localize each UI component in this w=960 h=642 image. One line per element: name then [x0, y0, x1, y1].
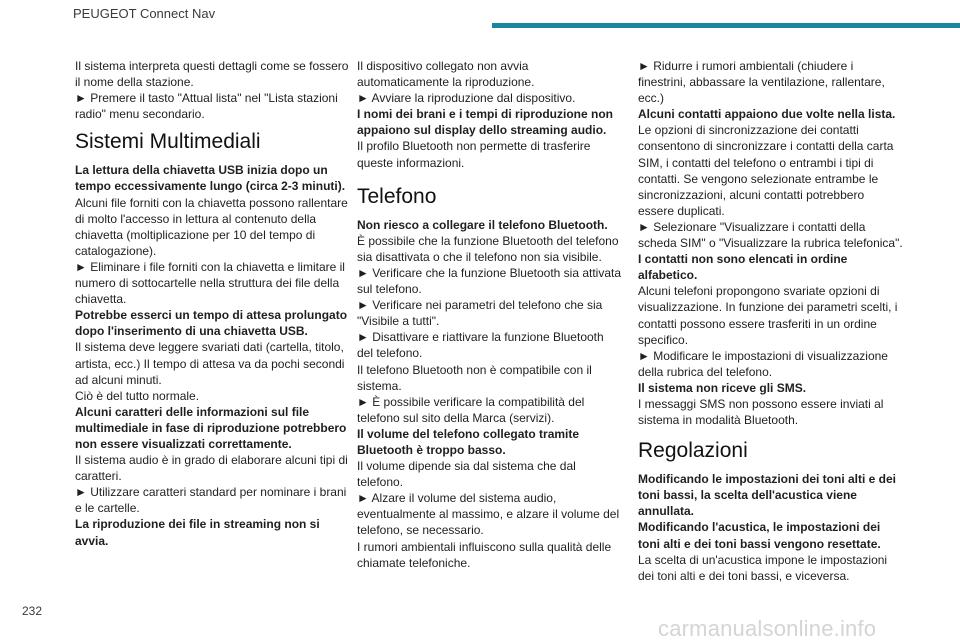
body-paragraph: Ciò è del tutto normale. [75, 388, 200, 403]
body-paragraph: ► Verificare che la funzione Bluetooth sia attivata sul telefono. [357, 265, 622, 297]
body-paragraph: Le opzioni di sincronizzazione dei contatti consentono di sincronizzare i contatti della carta SIM, i contatti del telefono o entrambi i tipi di contatti. Se vengono selezionate entrambe le sincronizzazioni, alcuni contatti potrebbero essere duplicati. [638, 123, 894, 218]
body-paragraph: ► Selezionare "Visualizzare i contatti della scheda SIM" o "Visualizzare la rubrica telefonica". [638, 219, 903, 251]
question-text: I contatti non sono elencati in ordine alfabetico. [638, 252, 848, 283]
body-paragraph: Il sistema interpreta questi dettagli come se fossero il nome della stazione. [75, 59, 349, 90]
body-paragraph: Il dispositivo collegato non avvia automaticamente la riproduzione. [357, 59, 535, 90]
question-text: Non riesco a collegare il telefono Bluetooth. [357, 217, 608, 232]
text-column-2 [357, 58, 622, 571]
text-column-1 [75, 58, 350, 549]
body-paragraph: ► Ridurre i rumori ambientali (chiudere i finestrini, abbassare la ventilazione, rallentare, ecc.) [638, 59, 885, 106]
body-paragraph: Il sistema deve leggere svariati dati (cartella, titolo, artista, ecc.) Il tempo di attesa va da pochi secondi ad alcuni minuti. [75, 340, 345, 387]
text-column-3 [638, 58, 903, 584]
question-text: Alcuni caratteri delle informazioni sul file multimediale in fase di riproduzione potrebbero non essere visualizzati correttamente. [75, 404, 347, 451]
question-text: Modificando le impostazioni dei toni alti e dei toni bassi, la scelta dell'acustica viene annullata. [638, 472, 897, 519]
body-paragraph: ► Avviare la riproduzione dal dispositivo. [357, 91, 576, 106]
body-paragraph: Il profilo Bluetooth non permette di trasferire queste informazioni. [357, 139, 591, 170]
body-paragraph: I messaggi SMS non possono essere inviati al sistema in modalità Bluetooth. [638, 396, 884, 428]
body-paragraph: È possibile che la funzione Bluetooth del telefono sia disattivata o che il telefono non sia visibile. [357, 233, 619, 264]
body-paragraph: ► Eliminare i file forniti con la chiavetta e limitare il numero di sottocartelle nella struttura dei file della chiavetta. [75, 259, 345, 307]
section-heading: Sistemi Multimediali [75, 130, 261, 154]
question-text: Modificando l'acustica, le impostazioni dei toni alti e dei toni bassi vengono resettate. [638, 520, 881, 551]
question-text: Alcuni contatti appaiono due volte nella lista. [638, 107, 896, 122]
body-paragraph: ► Alzare il volume del sistema audio, eventualmente al massimo, e alzare il volume del telefono, se necessario. [357, 491, 620, 538]
header-title: PEUGEOT Connect Nav [73, 6, 216, 21]
body-paragraph: I rumori ambientali influiscono sulla qualità delle chiamate telefoniche. [357, 539, 612, 570]
body-paragraph: ► Modificare le impostazioni di visualizzazione della rubrica del telefono. [638, 348, 888, 379]
body-paragraph: Alcuni file forniti con la chiavetta possono rallentare di molto l'accesso in lettura al contenuto della chiavetta (moltiplicazione per 10 del tempo di catalogazione). [75, 195, 348, 258]
section-heading: Regolazioni [638, 439, 748, 463]
section-heading: Telefono [357, 184, 437, 208]
watermark: carmanualsonline.info [658, 616, 877, 641]
question-text: Il volume del telefono collegato tramite Bluetooth è troppo basso. [357, 426, 580, 457]
body-paragraph: ► Premere il tasto "Attual lista" nel "Lista stazioni radio" menu secondario. [75, 91, 338, 122]
body-paragraph: Il telefono Bluetooth non è compatibile con il sistema. [357, 362, 592, 393]
body-paragraph: Il volume dipende sia dal sistema che dal telefono. [357, 459, 576, 490]
header-accent-bar [492, 23, 960, 28]
question-text: La lettura della chiavetta USB inizia dopo un tempo eccessivamente lungo (circa 2-3 minuti). [75, 163, 346, 194]
body-paragraph: Il sistema audio è in grado di elaborare alcuni tipi di caratteri. [75, 453, 348, 484]
question-text: Il sistema non riceve gli SMS. [638, 380, 807, 395]
question-text: I nomi dei brani e i tempi di riproduzione non appaiono sul display dello streaming audio. [357, 107, 614, 138]
body-paragraph: La scelta di un'acustica impone le impostazioni dei toni alti e dei toni bassi, e viceversa. [638, 552, 888, 583]
body-paragraph: Alcuni telefoni propongono svariate opzioni di visualizzazione. In funzione dei parametri scelti, i contatti possono essere trasferiti in un ordine specifico. [638, 284, 898, 347]
body-paragraph: ► Utilizzare caratteri standard per nominare i brani e le cartelle. [75, 485, 347, 516]
question-text: La riproduzione dei file in streaming non si avvia. [75, 517, 320, 548]
body-paragraph: ► Verificare nei parametri del telefono che sia "Visibile a tutti". [357, 298, 603, 329]
body-paragraph: ► È possibile verificare la compatibilità del telefono sul sito della Marca (servizi). [357, 394, 585, 425]
body-paragraph: ► Disattivare e riattivare la funzione Bluetooth del telefono. [357, 330, 604, 361]
page-number: 232 [22, 604, 43, 618]
question-text: Potrebbe esserci un tempo di attesa prolungato dopo l'inserimento di una chiavetta USB. [75, 308, 348, 339]
